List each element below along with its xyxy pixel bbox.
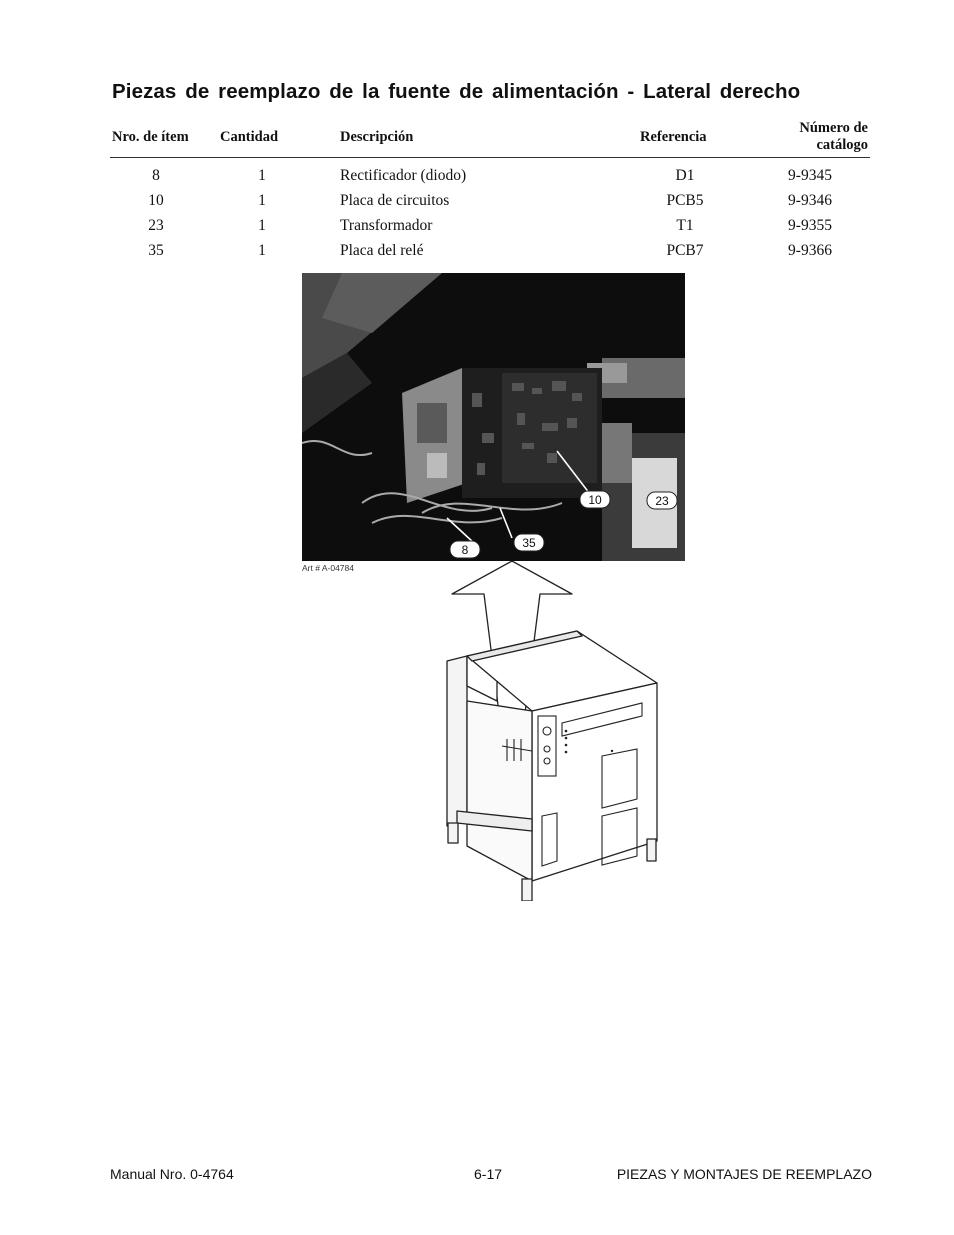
cell-reference: PCB5 [666,191,704,209]
cell-quantity: 1 [258,216,266,234]
cell-catalog: 9-9346 [788,191,832,209]
cell-quantity: 1 [258,166,266,184]
cabinet-drawing [302,561,685,901]
cell-description: Transformador [340,216,433,234]
column-header-quantity: Cantidad [202,120,322,158]
callout-10 [580,491,610,508]
cabinet-illustration [302,561,685,901]
table-header-row [110,120,870,158]
svg-text:8: 8 [461,543,469,557]
cell-catalog: 9-9366 [788,241,832,259]
cell-quantity: 1 [258,191,266,209]
page-title: Piezas de reemplazo de la fuente de alimentación - Lateral derecho [112,80,801,103]
footer-manual-number: Manual Nro. 0-4764 [110,1166,234,1182]
cell-item: 10 [148,191,164,209]
column-header-description: Descripción [322,120,620,158]
footer-page-number: 6-17 [474,1166,503,1182]
art-number: Art # A-04784 [302,563,354,573]
svg-text:35: 35 [522,536,536,550]
cell-description: Placa del relé [340,241,424,259]
parts-table [110,120,870,263]
internal-photo [302,273,685,561]
table-row [110,238,870,263]
svg-text:10: 10 [588,493,602,507]
table-row [110,158,870,189]
cell-catalog: 9-9355 [788,216,832,234]
cell-item: 23 [148,216,164,234]
callout-8 [450,541,480,558]
cell-item: 8 [152,166,160,184]
cell-catalog: 9-9345 [788,166,832,184]
column-header-catalog: Número de catálogo [750,120,870,158]
cell-description: Rectificador (diodo) [340,166,467,184]
cell-item: 35 [148,241,164,259]
table-row [110,213,870,238]
svg-text:23: 23 [655,494,669,508]
footer-section-title: PIEZAS Y MONTAJES DE REEMPLAZO [616,1166,872,1182]
cell-quantity: 1 [258,241,266,259]
cell-reference: PCB7 [666,241,704,259]
cell-reference: T1 [676,216,694,234]
cell-description: Placa de circuitos [340,191,450,209]
callout-35 [514,534,544,551]
table-row [110,188,870,213]
callout-23 [647,492,677,509]
column-header-reference: Referencia [620,120,750,158]
cell-reference: D1 [675,166,695,184]
photo-illustration [302,273,685,561]
column-header-item: Nro. de ítem [110,120,202,158]
